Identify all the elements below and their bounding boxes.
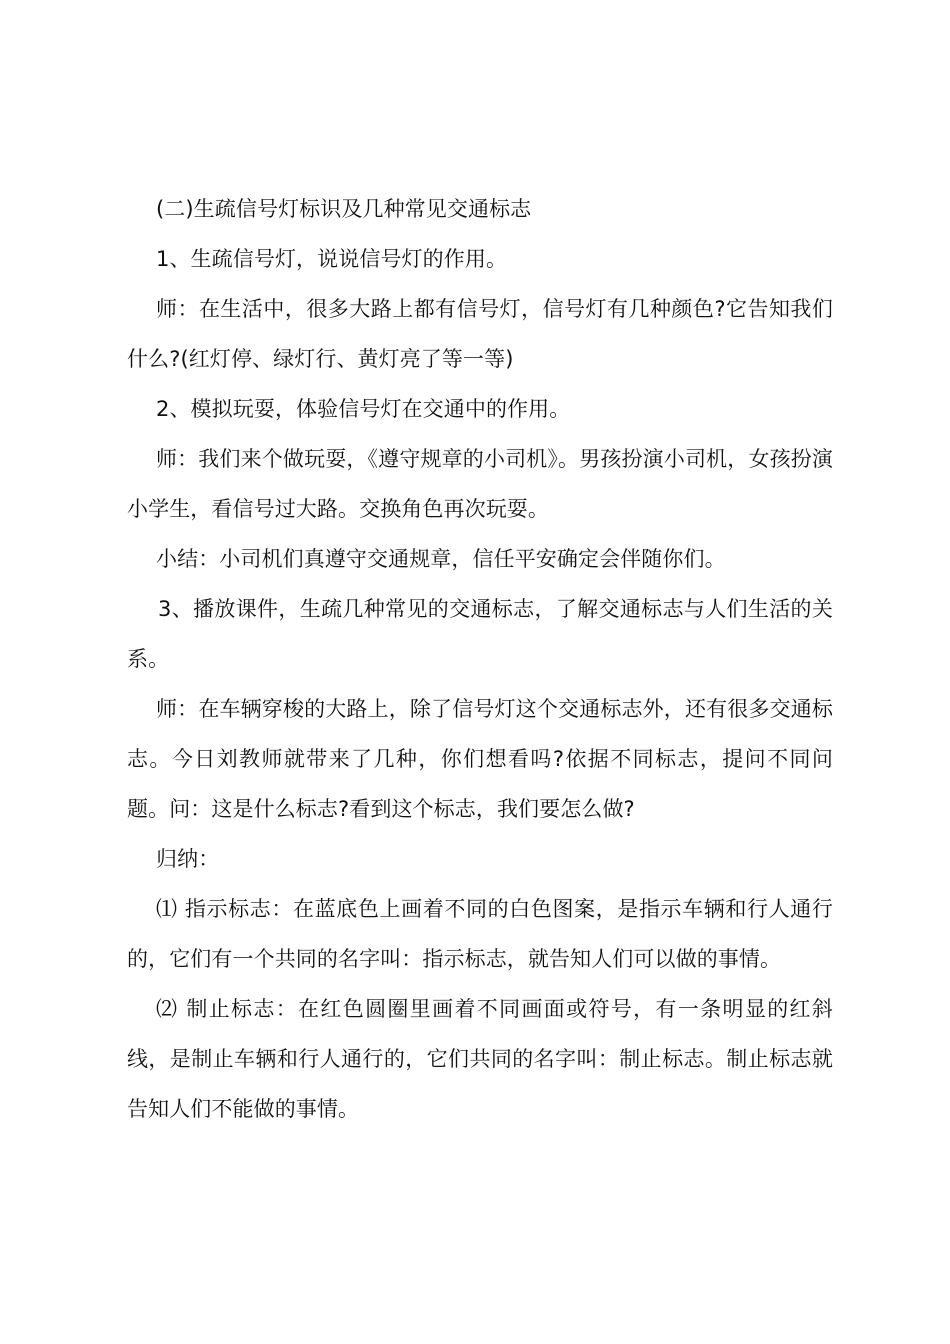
paragraph-item-3: 3、播放课件，生疏几种常见的交通标志，了解交通标志与人们生活的关系。: [127, 597, 833, 671]
paragraph-teacher-game: 师：我们来个做玩耍，《遵守规章的小司机》。男孩扮演小司机，女孩扮演小学生，看信号过大路。交换角色再次玩耍。: [127, 447, 833, 521]
paragraph-conclusion-label: 归纳：: [156, 847, 220, 871]
paragraph-prohibition-signs: ⑵ 制止标志：在红色圆圈里画着不同画面或符号，有一条明显的红斜线，是制止车辆和行人通行的，它们共同的名字叫：制止标志。制止标志就告知人们不能做的事情。: [127, 997, 833, 1121]
paragraph-summary: 小结：小司机们真遵守交通规章，信任平安确定会伴随你们。: [156, 547, 726, 571]
paragraph-teacher-question: 师：在生活中，很多大路上都有信号灯，信号灯有几种颜色?它告知我们什么?(红灯停、绿灯行、黄灯亮了等一等): [127, 297, 833, 371]
paragraph-item-1: 1、生疏信号灯，说说信号灯的作用。: [156, 247, 508, 271]
paragraph-item-2: 2、模拟玩耍，体验信号灯在交通中的作用。: [156, 397, 571, 421]
paragraph-teacher-signs: 师：在车辆穿梭的大路上，除了信号灯这个交通标志外，还有很多交通标志。今日刘教师就带来了几种，你们想看吗?依据不同标志，提问不同问题。问：这是什么标志?看到这个标志，我们要怎么做?: [127, 697, 833, 821]
section-heading: (二)生疏信号灯标识及几种常见交通标志: [156, 197, 532, 221]
paragraph-indication-signs: ⑴ 指示标志：在蓝底色上画着不同的白色图案，是指示车辆和行人通行的，它们有一个共同的名字叫：指示标志，就告知人们可以做的事情。: [127, 897, 833, 971]
document-body: [127, 184, 833, 1134]
